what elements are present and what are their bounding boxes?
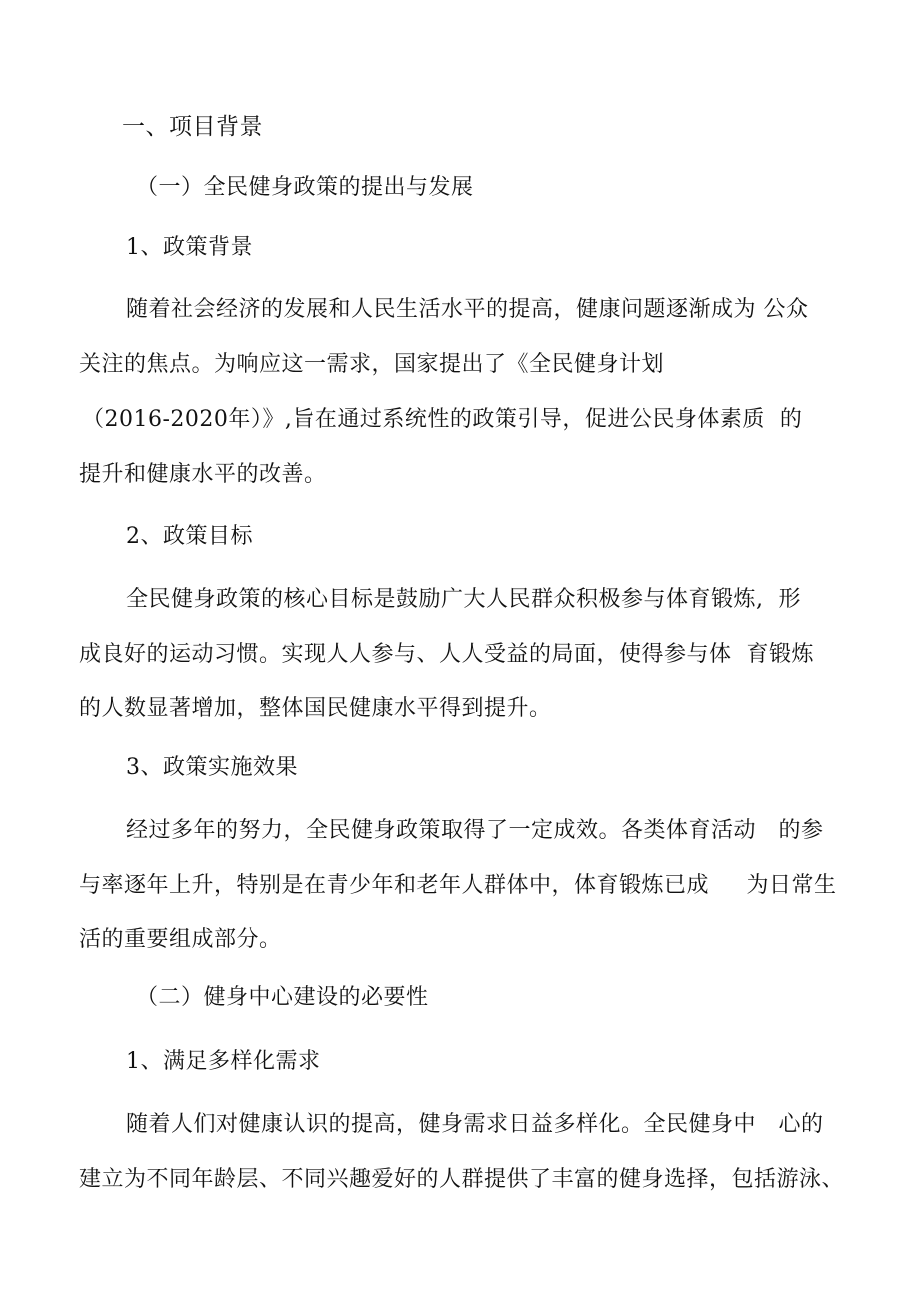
section-title: 一、项目背景 bbox=[122, 114, 263, 140]
subsection-title: （一）全民健身政策的提出与发展 bbox=[136, 175, 474, 200]
paragraph-line: 活的重要组成部分。 bbox=[79, 927, 282, 952]
item-heading: 1、政策背景 bbox=[126, 235, 253, 260]
paragraph-line: 建立为不同年龄层、不同兴趣爱好的人群提供了丰富的健身选择，包括游泳、 bbox=[79, 1167, 845, 1192]
paragraph-line: 全民健身政策的核心目标是鼓励广大人民群众积极参与体育锻炼, 形 bbox=[126, 587, 801, 612]
paragraph-line: 随着人们对健康认识的提高，健身需求日益多样化。全民健身中 心的 bbox=[126, 1112, 824, 1137]
item-heading: 1、满足多样化需求 bbox=[126, 1049, 321, 1074]
paragraph-line: 随着社会经济的发展和人民生活水平的提高，健康问题逐渐成为 公众 bbox=[126, 297, 809, 322]
paragraph-line: 成良好的运动习惯。实现人人参与、人人受益的局面，使得参与体 育锻炼 bbox=[79, 642, 814, 667]
item-heading: 3、政策实施效果 bbox=[126, 755, 298, 780]
paragraph-line: 关注的焦点。为响应这一需求，国家提出了《全民健身计划 bbox=[79, 352, 665, 377]
paragraph-line: 经过多年的努力，全民健身政策取得了一定成效。各类体育活动 的参 bbox=[126, 818, 824, 843]
paragraph-line: 与率逐年上升，特别是在青少年和老年人群体中，体育锻炼已成 为日常生 bbox=[79, 873, 837, 898]
item-heading: 2、政策目标 bbox=[126, 524, 253, 549]
paragraph-line: （2016-2020年）》,旨在通过系统性的政策引导，促进公民身体素质 的 bbox=[82, 407, 803, 432]
subsection-title: （二）健身中心建设的必要性 bbox=[136, 985, 429, 1010]
paragraph-line: 的人数显著增加，整体国民健康水平得到提升。 bbox=[79, 696, 552, 721]
paragraph-line: 提升和健康水平的改善。 bbox=[79, 462, 327, 487]
